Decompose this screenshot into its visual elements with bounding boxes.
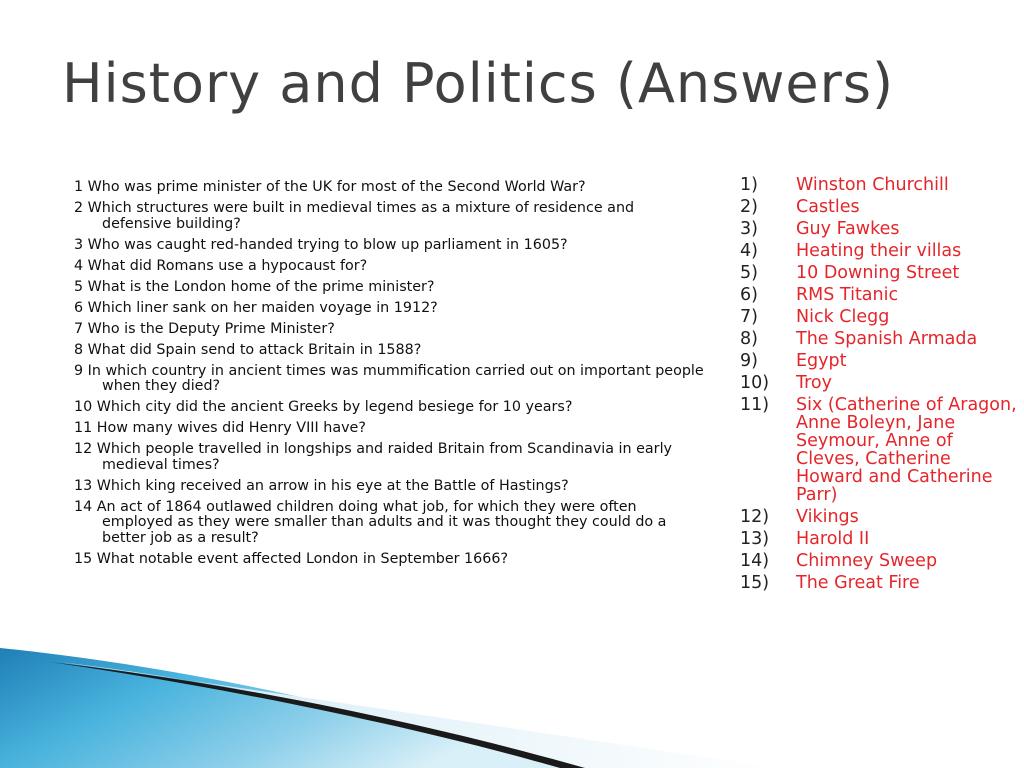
answer-number: 1) — [740, 175, 758, 195]
question-item: 13 Which king received an arrow in his eye at the Battle of Hastings? — [74, 477, 569, 494]
answer-item — [740, 508, 1020, 526]
question-item: 8 What did Spain send to attack Britain in 1588? — [74, 341, 422, 358]
answer-text: Troy — [796, 373, 832, 393]
answer-number: 8) — [740, 329, 758, 349]
answer-item — [740, 286, 1020, 304]
answer-item — [740, 352, 1020, 370]
answer-item — [740, 574, 1020, 592]
answer-number: 12) — [740, 507, 770, 527]
answer-text: Winston Churchill — [796, 175, 949, 195]
answer-text: Castles — [796, 197, 860, 217]
question-item: 11 How many wives did Henry VIII have? — [74, 420, 366, 436]
question-item: 3 Who was caught red-handed trying to blow up parliament in 1605? — [74, 236, 568, 253]
question-item: 1 Who was prime minister of the UK for most of the Second World War? — [74, 179, 586, 195]
answer-item — [740, 374, 1020, 392]
question-item: 9 In which country in ancient times was mummification carried out on important people when they died? — [74, 362, 704, 394]
answer-item — [740, 176, 1020, 194]
question-item: 15 What notable event affected London in September 1666? — [74, 550, 509, 567]
question-item: 10 Which city did the ancient Greeks by legend besiege for 10 years? — [74, 399, 573, 415]
answer-number: 2) — [740, 197, 758, 217]
answer-number: 15) — [740, 573, 770, 593]
answer-item — [740, 220, 1020, 238]
answer-item — [740, 242, 1020, 260]
answer-text: Chimney Sweep — [796, 551, 938, 571]
question-item: 2 Which structures were built in medieval times as a mixture of residence and defensive building? — [74, 200, 635, 232]
slide-title: History and Politics (Answers) — [62, 52, 895, 115]
answer-number: 6) — [740, 285, 758, 305]
answer-number: 14) — [740, 551, 770, 571]
answer-item — [740, 530, 1020, 548]
answer-text: RMS Titanic — [796, 285, 899, 305]
answer-list — [740, 176, 1020, 596]
answer-text: Vikings — [796, 507, 859, 527]
answer-item — [740, 552, 1020, 570]
answer-text: Six (Catherine of Aragon, Anne Boleyn, Jane Seymour, Anne of Cleves, Catherine Howard and Catherine Parr) — [796, 395, 1017, 505]
decor-blue-band — [0, 648, 560, 768]
decor-light-band — [60, 662, 780, 768]
answer-item — [740, 396, 1020, 504]
question-item: 5 What is the London home of the prime minister? — [74, 278, 435, 295]
answer-item — [740, 308, 1020, 326]
answer-text: The Spanish Armada — [796, 329, 978, 349]
answer-number: 4) — [740, 241, 758, 261]
answer-number: 11) — [740, 395, 770, 415]
answer-text: Harold II — [796, 529, 870, 549]
answer-text: Guy Fawkes — [796, 219, 900, 239]
answer-number: 13) — [740, 529, 770, 549]
question-item: 7 Who is the Deputy Prime Minister? — [74, 320, 335, 337]
question-item: 12 Which people travelled in longships and raided Britain from Scandinavia in early medieval times? — [74, 441, 672, 473]
answer-text: The Great Fire — [796, 573, 920, 593]
question-item: 14 An act of 1864 outlawed children doing what job, for which they were often employed as they were smaller than adults and it was thought they could do a better job as a result? — [74, 498, 667, 546]
answer-text: Nick Clegg — [796, 307, 890, 327]
question-list — [74, 180, 704, 573]
answer-number: 10) — [740, 373, 770, 393]
question-item: 4 What did Romans use a hypocaust for? — [74, 257, 368, 274]
answer-number: 7) — [740, 307, 758, 327]
answer-text: 10 Downing Street — [796, 263, 960, 283]
answer-item — [740, 264, 1020, 282]
answer-item — [740, 330, 1020, 348]
answer-number: 3) — [740, 219, 758, 239]
answer-item — [740, 198, 1020, 216]
answer-number: 9) — [740, 351, 758, 371]
question-item: 6 Which liner sank on her maiden voyage in 1912? — [74, 299, 438, 316]
answer-number: 5) — [740, 263, 758, 283]
decor-black-stroke — [50, 662, 585, 768]
answer-text: Egypt — [796, 351, 847, 371]
answer-text: Heating their villas — [796, 241, 962, 261]
